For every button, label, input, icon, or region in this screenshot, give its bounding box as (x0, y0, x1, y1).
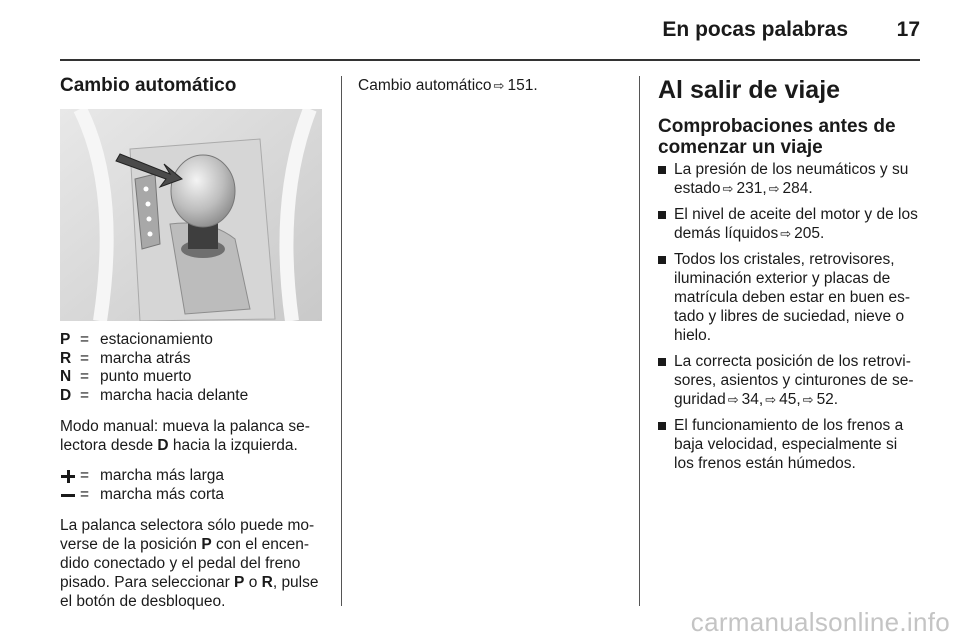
legend-equals: = (80, 467, 90, 484)
reference-page-link[interactable]: 52. (816, 391, 839, 408)
text: comenzar un viaje (658, 137, 823, 158)
page-reference-arrow-icon: ⇨ (727, 392, 739, 407)
page-reference-arrow-icon: ⇨ (765, 392, 777, 407)
header-divider (60, 59, 920, 61)
plus-icon (60, 467, 80, 486)
legend-value: marcha atrás (100, 349, 191, 367)
text: La correcta posición de los retrovi- (674, 353, 911, 370)
legend-value: estacionamiento (100, 331, 213, 348)
subheading-checks (658, 116, 923, 158)
text: o (244, 574, 262, 591)
text: estado (674, 180, 721, 197)
text: lectora desde (60, 437, 158, 454)
text: sores, asientos y cinturones de se- (674, 372, 914, 389)
column-divider-1 (341, 76, 342, 606)
gear-selector-drawing (60, 109, 322, 321)
list-item (658, 352, 923, 409)
text: hacia la izquierda. (168, 437, 298, 454)
text: guridad (674, 391, 726, 408)
shift-symbol-legend (60, 467, 328, 504)
text: dido conectado y el pedal del freno (60, 555, 301, 572)
text: el botón de desbloqueo. (60, 593, 226, 610)
text: Comprobaciones antes de (658, 116, 896, 137)
legend-row (60, 368, 328, 387)
text: La presión de los neumáticos y su (674, 161, 909, 178)
page-reference-arrow-icon: ⇨ (802, 392, 814, 407)
reference-page-link[interactable]: 231, (736, 180, 767, 197)
column-middle (358, 76, 618, 95)
page-reference-arrow-icon: ⇨ (768, 181, 780, 196)
legend-row (60, 467, 328, 486)
text: La palanca selectora sólo puede mo- (60, 517, 315, 534)
text: tado y libres de suciedad, nieve o (674, 308, 905, 325)
legend-row (60, 486, 328, 505)
page-reference-arrow-icon: ⇨ (493, 78, 505, 93)
legend-key: R (60, 349, 72, 367)
page-reference-arrow-icon: ⇨ (722, 181, 734, 196)
page-header (0, 0, 960, 62)
text: los frenos están húmedos. (674, 455, 856, 472)
text: El funcionamiento de los frenos a (674, 417, 904, 434)
gear-key-p: P (234, 574, 245, 591)
gear-key-d: D (157, 437, 169, 454)
reference-page-link[interactable]: 151. (507, 77, 538, 94)
watermark: carmanualsonline.info (690, 607, 950, 637)
text: baja velocidad, especialmente si (674, 436, 898, 453)
checklist (658, 160, 923, 473)
legend-key: D (60, 386, 72, 404)
text: verse de la posición (60, 536, 202, 553)
legend-equals: = (80, 349, 90, 367)
column-right (658, 76, 923, 480)
reference-text: Cambio automático (358, 77, 492, 94)
text: con el encen- (211, 536, 310, 553)
legend-equals: = (80, 368, 90, 385)
heading-before-trip: Al salir de viaje (658, 76, 841, 104)
column-left (60, 76, 328, 623)
legend-key: P (60, 331, 71, 348)
legend-value: marcha hacia delante (100, 386, 249, 404)
gear-selector-illustration (60, 109, 322, 321)
section-title: En pocas palabras (662, 18, 848, 41)
list-item (658, 205, 923, 243)
list-item (658, 416, 923, 473)
heading-automatic-transmission: Cambio automático (60, 75, 237, 96)
text: iluminación exterior y placas de (674, 270, 891, 287)
legend-equals: = (80, 386, 90, 404)
gear-key-r: R (261, 574, 273, 591)
lever-paragraph (60, 516, 328, 611)
minus-icon (60, 486, 80, 505)
cross-reference (358, 76, 618, 95)
text: matrícula deben estar en buen es- (674, 289, 911, 306)
list-item (658, 160, 923, 198)
text: Todos los cristales, retrovisores, (674, 251, 895, 268)
text: demás líquidos (674, 225, 779, 242)
page-reference-arrow-icon: ⇨ (780, 226, 792, 241)
column-divider-2 (639, 76, 640, 606)
bullet-icon (658, 358, 666, 366)
page-number: 17 (896, 18, 920, 41)
legend-value: marcha más corta (100, 485, 225, 503)
text: Modo manual: mueva la palanca se- (60, 418, 310, 435)
text: , pulse (272, 574, 319, 591)
text: El nivel de aceite del motor y de los (674, 206, 918, 223)
bullet-icon (658, 422, 666, 430)
bullet-icon (658, 166, 666, 174)
legend-row (60, 387, 328, 406)
legend-value: marcha más larga (100, 467, 225, 484)
gear-position-legend (60, 331, 328, 405)
legend-equals: = (80, 331, 90, 348)
reference-page-link[interactable]: 205. (794, 225, 825, 242)
gear-key-p: P (201, 536, 212, 553)
text: pisado. Para seleccionar (60, 574, 235, 591)
legend-equals: = (80, 485, 90, 503)
reference-page-link[interactable]: 34, (741, 391, 764, 408)
manual-mode-paragraph (60, 417, 328, 455)
legend-value: punto muerto (100, 368, 192, 385)
legend-row (60, 350, 328, 369)
legend-row (60, 331, 328, 350)
reference-page-link[interactable]: 45, (779, 391, 801, 408)
reference-page-link[interactable]: 284. (782, 180, 813, 197)
text: hielo. (674, 327, 712, 344)
bullet-icon (658, 256, 666, 264)
list-item (658, 250, 923, 345)
bullet-icon (658, 211, 666, 219)
legend-key: N (60, 368, 72, 385)
